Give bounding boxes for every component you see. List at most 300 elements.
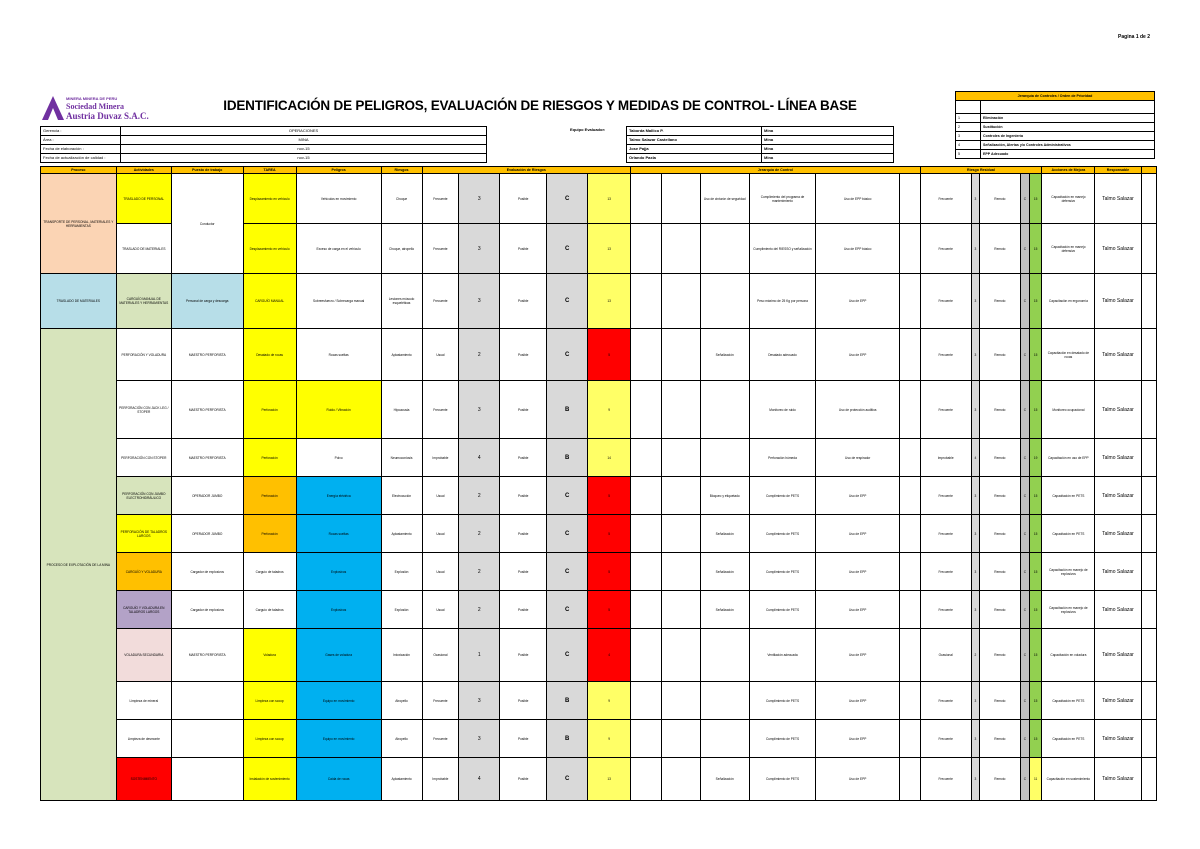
nivel-riesgo-cell: 5 xyxy=(588,477,631,515)
puesto-cell xyxy=(171,682,243,720)
tarea-cell: Carguío de taladros xyxy=(243,591,296,629)
accion-mejora-cell: Capacitación en desatado de rocas xyxy=(1042,329,1095,381)
residual-probabilidad-cell: Remoto xyxy=(979,477,1020,515)
residual-frecuencia-cell: Frecuente xyxy=(920,174,971,224)
riesgo-cell: Explosión xyxy=(381,553,422,591)
control-extra-cell xyxy=(900,274,920,329)
control-epp-cell: Uso de respirador xyxy=(816,439,900,477)
control-administrativo-cell: Cumplimiento de PETS xyxy=(749,758,815,801)
control-epp-cell: Uso de EPP xyxy=(816,515,900,553)
probabilidad-cell: Posible xyxy=(500,591,547,629)
residual-severidad-cell: 3 xyxy=(971,381,979,439)
riesgo-cell: Lesiones músculo esqueléticas xyxy=(381,274,422,329)
residual-grado-cell: C xyxy=(1020,682,1029,720)
table-row xyxy=(41,439,1157,477)
residual-probabilidad-cell: Remoto xyxy=(979,682,1020,720)
tarea-cell: Desplazamiento en vehículo xyxy=(243,224,296,274)
residual-severidad-cell: 3 xyxy=(971,224,979,274)
table-row xyxy=(41,720,1157,758)
control-administrativo-cell: Cumplimiento de PETS xyxy=(749,591,815,629)
severidad-cell: 3 xyxy=(459,682,500,720)
riesgo-cell: Choque xyxy=(381,174,422,224)
probabilidad-cell: Posible xyxy=(500,274,547,329)
probabilidad-cell: Posible xyxy=(500,553,547,591)
control-eliminacion-cell xyxy=(631,439,662,477)
residual-probabilidad-cell: Remoto xyxy=(979,720,1020,758)
extra-cell xyxy=(1141,329,1157,381)
residual-nivel-cell: 15 xyxy=(1030,720,1042,758)
control-extra-cell xyxy=(900,174,920,224)
mountain-logo-icon xyxy=(40,94,66,122)
puesto-cell xyxy=(171,758,243,801)
severidad-cell: 2 xyxy=(459,553,500,591)
severidad-cell: 2 xyxy=(459,591,500,629)
control-extra-cell xyxy=(900,720,920,758)
tarea-cell: Perforación xyxy=(243,515,296,553)
residual-frecuencia-cell: Frecuente xyxy=(920,720,971,758)
frecuencia-cell: Improbable xyxy=(422,439,459,477)
control-sustitucion-cell xyxy=(661,720,700,758)
riesgo-cell: Atropello xyxy=(381,720,422,758)
residual-probabilidad-cell: Remoto xyxy=(979,515,1020,553)
probabilidad-cell: Posible xyxy=(500,758,547,801)
control-administrativo-cell: Cumplimiento de PETS xyxy=(749,553,815,591)
frecuencia-cell: Frecuente xyxy=(422,381,459,439)
control-sustitucion-cell xyxy=(661,477,700,515)
probabilidad-cell: Posible xyxy=(500,720,547,758)
grado-cell: C xyxy=(547,553,588,591)
residual-severidad-cell: 3 xyxy=(971,274,979,329)
responsable-cell: Talmo Salazar xyxy=(1095,720,1141,758)
extra-cell xyxy=(1141,224,1157,274)
residual-severidad-cell: 3 xyxy=(971,553,979,591)
residual-grado-cell: C xyxy=(1020,758,1029,801)
grado-cell: C xyxy=(547,591,588,629)
responsable-cell: Talmo Salazar xyxy=(1095,274,1141,329)
control-extra-cell xyxy=(900,629,920,682)
control-extra-cell xyxy=(900,381,920,439)
severidad-cell: 2 xyxy=(459,477,500,515)
residual-grado-cell: C xyxy=(1020,439,1029,477)
puesto-cell: Personal de carga y descarga xyxy=(171,274,243,329)
accion-mejora-cell: Capacitación en manejo de explosivos xyxy=(1042,591,1095,629)
nivel-riesgo-cell: 13 xyxy=(588,224,631,274)
control-ingenieria-cell: Señalización xyxy=(700,515,749,553)
residual-nivel-cell: 15 xyxy=(1030,224,1042,274)
probabilidad-cell: Posible xyxy=(500,477,547,515)
puesto-cell: Cargador de explosivos xyxy=(171,553,243,591)
nivel-riesgo-cell: 14 xyxy=(588,439,631,477)
control-eliminacion-cell xyxy=(631,629,662,682)
control-ingenieria-cell xyxy=(700,224,749,274)
control-administrativo-cell: Perforación húmeda xyxy=(749,439,815,477)
riesgo-cell: Hipoacusia xyxy=(381,381,422,439)
control-eliminacion-cell xyxy=(631,477,662,515)
peligro-cell: Sobreesfuerzo / Sobrecarga manual xyxy=(296,274,381,329)
grado-cell: C xyxy=(547,629,588,682)
control-epp-cell: Uso de EPP xyxy=(816,329,900,381)
peligro-cell: Rocas sueltas xyxy=(296,329,381,381)
extra-cell xyxy=(1141,682,1157,720)
residual-frecuencia-cell: Frecuente xyxy=(920,329,971,381)
control-sustitucion-cell xyxy=(661,553,700,591)
table-row xyxy=(41,329,1157,381)
control-extra-cell xyxy=(900,329,920,381)
table-row xyxy=(41,174,1157,224)
accion-mejora-cell: Capacitación en manejo defensivo xyxy=(1042,224,1095,274)
tarea-cell: Limpieza con scoop xyxy=(243,682,296,720)
residual-grado-cell: C xyxy=(1020,174,1029,224)
peligro-cell: Explosivos xyxy=(296,553,381,591)
probabilidad-cell: Posible xyxy=(500,629,547,682)
residual-nivel-cell: 15 xyxy=(1030,381,1042,439)
residual-severidad-cell: 4 xyxy=(971,439,979,477)
control-eliminacion-cell xyxy=(631,224,662,274)
actividad-cell: PERFORACIÓN CON JACK LEG / STOPER xyxy=(116,381,171,439)
residual-frecuencia-cell: Frecuente xyxy=(920,477,971,515)
residual-probabilidad-cell: Remoto xyxy=(979,329,1020,381)
puesto-cell xyxy=(171,720,243,758)
puesto-cell: MAESTRO PERFORISTA xyxy=(171,329,243,381)
actividad-cell: VOLADURA SECUNDARIA xyxy=(116,629,171,682)
control-epp-cell: Uso de EPP xyxy=(816,758,900,801)
actividad-cell: TRASLADO DE PERSONAL xyxy=(116,174,171,224)
residual-grado-cell: C xyxy=(1020,477,1029,515)
residual-severidad-cell: 3 xyxy=(971,758,979,801)
peligro-cell: Gases de voladura xyxy=(296,629,381,682)
severidad-cell: 3 xyxy=(459,720,500,758)
nivel-riesgo-cell: 4 xyxy=(588,629,631,682)
control-extra-cell xyxy=(900,553,920,591)
table-row xyxy=(41,682,1157,720)
tarea-cell: Perforación xyxy=(243,381,296,439)
frecuencia-cell: Frecuente xyxy=(422,682,459,720)
control-epp-cell: Uso de EPP xyxy=(816,591,900,629)
residual-grado-cell: C xyxy=(1020,329,1029,381)
tarea-cell: Desatado de rocas xyxy=(243,329,296,381)
residual-grado-cell: C xyxy=(1020,720,1029,758)
probabilidad-cell: Posible xyxy=(500,682,547,720)
extra-cell xyxy=(1141,591,1157,629)
frecuencia-cell: Frecuente xyxy=(422,274,459,329)
control-epp-cell: Uso de EPP xyxy=(816,629,900,682)
accion-mejora-cell: Capacitación en voladura xyxy=(1042,629,1095,682)
residual-probabilidad-cell: Remoto xyxy=(979,381,1020,439)
control-eliminacion-cell xyxy=(631,720,662,758)
control-extra-cell xyxy=(900,591,920,629)
residual-frecuencia-cell: Frecuente xyxy=(920,758,971,801)
frecuencia-cell: Usual xyxy=(422,329,459,381)
puesto-cell: MAESTRO PERFORISTA xyxy=(171,381,243,439)
control-sustitucion-cell xyxy=(661,174,700,224)
residual-frecuencia-cell: Frecuente xyxy=(920,274,971,329)
residual-probabilidad-cell: Remoto xyxy=(979,224,1020,274)
riesgo-cell: Aplastamiento xyxy=(381,515,422,553)
control-eliminacion-cell xyxy=(631,329,662,381)
company-logo: MINERA MINERA DE PERU Sociedad Minera Austria Duvaz S.A.C. xyxy=(40,94,160,124)
grado-cell: C xyxy=(547,515,588,553)
table-row xyxy=(41,381,1157,439)
responsable-cell: Talmo Salazar xyxy=(1095,477,1141,515)
grado-cell: C xyxy=(547,329,588,381)
puesto-cell: OPERADOR JUMBO xyxy=(171,477,243,515)
frecuencia-cell: Usual xyxy=(422,477,459,515)
residual-nivel-cell: 15 xyxy=(1030,329,1042,381)
residual-frecuencia-cell: Improbable xyxy=(920,439,971,477)
actividad-cell: TRASLADO DE MATERIALES xyxy=(116,224,171,274)
control-administrativo-cell: Cumplimiento del programa de mantenimiento xyxy=(749,174,815,224)
control-hierarchy-legend: Jerarquía de Controles / Orden de Prioridad 1 Eliminación 2 Sustitución 3 Controles de Ingeniería 4 Señalización, Alertas y/o Controles Administrativos 5 EPP Adecuado xyxy=(955,91,1155,159)
tarea-cell: Instalación de sostenimiento xyxy=(243,758,296,801)
probabilidad-cell: Posible xyxy=(500,224,547,274)
control-sustitucion-cell xyxy=(661,515,700,553)
accion-mejora-cell: Capacitación en PETS xyxy=(1042,720,1095,758)
extra-cell xyxy=(1141,381,1157,439)
control-epp-cell: Uso de EPP xyxy=(816,720,900,758)
table-row xyxy=(41,553,1157,591)
control-sustitucion-cell xyxy=(661,274,700,329)
control-extra-cell xyxy=(900,515,920,553)
responsable-cell: Talmo Salazar xyxy=(1095,682,1141,720)
probabilidad-cell: Posible xyxy=(500,515,547,553)
control-sustitucion-cell xyxy=(661,758,700,801)
tarea-cell: Perforación xyxy=(243,439,296,477)
control-ingenieria-cell: Señalización xyxy=(700,758,749,801)
document-info-table: Gerencia : OPERACIONES Área : MINA Fecha de elaboración : nov-15 Fecha de actualización de calidad : nov-15 xyxy=(40,126,487,163)
accion-mejora-cell: Capacitación en manejo de explosivos xyxy=(1042,553,1095,591)
residual-frecuencia-cell: Frecuente xyxy=(920,224,971,274)
tarea-cell: Carguío de taladros xyxy=(243,553,296,591)
residual-nivel-cell: 15 xyxy=(1030,553,1042,591)
residual-severidad-cell: 3 xyxy=(971,329,979,381)
residual-nivel-cell: 15 xyxy=(1030,682,1042,720)
nivel-riesgo-cell: 9 xyxy=(588,682,631,720)
control-administrativo-cell: Peso máximo de 25 Kg por persona xyxy=(749,274,815,329)
accion-mejora-cell: Monitoreo ocupacional xyxy=(1042,381,1095,439)
residual-frecuencia-cell: Frecuente xyxy=(920,553,971,591)
frecuencia-cell: Usual xyxy=(422,553,459,591)
probabilidad-cell: Posible xyxy=(500,329,547,381)
residual-frecuencia-cell: Frecuente xyxy=(920,381,971,439)
control-ingenieria-cell: Señalización xyxy=(700,553,749,591)
residual-probabilidad-cell: Remoto xyxy=(979,274,1020,329)
table-header-row: Proceso Actividades Puesto de trabajo TAREA Peligros Riesgos Evaluación de Riesgos Jerarquía de Control Riesgo Residual Acciones de Mejora Responsable xyxy=(41,167,1157,174)
peligro-cell: Ruido / Vibración xyxy=(296,381,381,439)
control-epp-cell: Uso de EPP básico xyxy=(816,174,900,224)
control-administrativo-cell: Monitoreo de ruido xyxy=(749,381,815,439)
residual-nivel-cell: 15 xyxy=(1030,174,1042,224)
control-ingenieria-cell xyxy=(700,274,749,329)
control-epp-cell: Uso de protección auditiva xyxy=(816,381,900,439)
control-ingenieria-cell: Bloqueo y etiquetado xyxy=(700,477,749,515)
accion-mejora-cell: Capacitación en PETS xyxy=(1042,515,1095,553)
responsable-cell: Talmo Salazar xyxy=(1095,224,1141,274)
residual-nivel-cell: 15 xyxy=(1030,591,1042,629)
control-sustitucion-cell xyxy=(661,591,700,629)
residual-probabilidad-cell: Remoto xyxy=(979,591,1020,629)
riesgo-cell: Electrocución xyxy=(381,477,422,515)
accion-mejora-cell: Capacitación en sostenimiento xyxy=(1042,758,1095,801)
severidad-cell: 3 xyxy=(459,174,500,224)
nivel-riesgo-cell: 13 xyxy=(588,758,631,801)
residual-probabilidad-cell: Remoto xyxy=(979,553,1020,591)
probabilidad-cell: Posible xyxy=(500,381,547,439)
severidad-cell: 2 xyxy=(459,515,500,553)
actividad-cell: Limpieza de desmonte xyxy=(116,720,171,758)
control-eliminacion-cell xyxy=(631,591,662,629)
riesgo-cell: Choque, atropello xyxy=(381,224,422,274)
actividad-cell: CARGUÍO MANUAL DE MATERIALES Y HERRAMIENTAS xyxy=(116,274,171,329)
control-extra-cell xyxy=(900,477,920,515)
control-administrativo-cell: Cumplimiento de PETS xyxy=(749,477,815,515)
tarea-cell: Voladura xyxy=(243,629,296,682)
actividad-cell: SOSTENIMIENTO xyxy=(116,758,171,801)
residual-frecuencia-cell: Frecuente xyxy=(920,515,971,553)
frecuencia-cell: Frecuente xyxy=(422,720,459,758)
tarea-cell: Limpieza con scoop xyxy=(243,720,296,758)
nivel-riesgo-cell: 5 xyxy=(588,329,631,381)
peligro-cell: Equipo en movimiento xyxy=(296,682,381,720)
severidad-cell: 3 xyxy=(459,224,500,274)
control-ingenieria-cell: Uso de cinturón de seguridad xyxy=(700,174,749,224)
control-sustitucion-cell xyxy=(661,381,700,439)
control-ingenieria-cell xyxy=(700,381,749,439)
table-row xyxy=(41,629,1157,682)
riesgo-cell: Intoxicación xyxy=(381,629,422,682)
peligro-cell: Equipo en movimiento xyxy=(296,720,381,758)
frecuencia-cell: Ocasional xyxy=(422,629,459,682)
proceso-cell: TRASLADO DE MATERIALES xyxy=(41,274,117,329)
control-eliminacion-cell xyxy=(631,758,662,801)
grado-cell: B xyxy=(547,439,588,477)
frecuencia-cell: Improbable xyxy=(422,758,459,801)
tarea-cell: Desplazamiento en vehículo xyxy=(243,174,296,224)
residual-severidad-cell: 3 xyxy=(971,720,979,758)
frecuencia-cell: Frecuente xyxy=(422,174,459,224)
responsable-cell: Talmo Salazar xyxy=(1095,758,1141,801)
severidad-cell: 1 xyxy=(459,629,500,682)
residual-nivel-cell: 11 xyxy=(1030,758,1042,801)
accion-mejora-cell: Capacitación en uso de EPP xyxy=(1042,439,1095,477)
control-sustitucion-cell xyxy=(661,682,700,720)
nivel-riesgo-cell: 9 xyxy=(588,381,631,439)
control-administrativo-cell: Ventilación adecuada xyxy=(749,629,815,682)
control-ingenieria-cell xyxy=(700,439,749,477)
peligro-cell: Energía eléctrica xyxy=(296,477,381,515)
residual-probabilidad-cell: Remoto xyxy=(979,758,1020,801)
residual-severidad-cell: 3 xyxy=(971,174,979,224)
table-row xyxy=(41,274,1157,329)
extra-cell xyxy=(1141,477,1157,515)
nivel-riesgo-cell: 5 xyxy=(588,515,631,553)
puesto-cell: OPERADOR JUMBO xyxy=(171,515,243,553)
residual-severidad-cell: 3 xyxy=(971,477,979,515)
table-row xyxy=(41,591,1157,629)
table-row xyxy=(41,515,1157,553)
peligro-cell: Rocas sueltas xyxy=(296,515,381,553)
probabilidad-cell: Posible xyxy=(500,439,547,477)
responsable-cell: Talmo Salazar xyxy=(1095,591,1141,629)
puesto-cell: MAESTRO PERFORISTA xyxy=(171,439,243,477)
peligro-cell: Polvo xyxy=(296,439,381,477)
extra-cell xyxy=(1141,553,1157,591)
peligro-cell: Exceso de carga en el vehículo xyxy=(296,224,381,274)
control-extra-cell xyxy=(900,439,920,477)
control-eliminacion-cell xyxy=(631,274,662,329)
riesgo-cell: Explosión xyxy=(381,591,422,629)
residual-frecuencia-cell: Frecuente xyxy=(920,682,971,720)
control-sustitucion-cell xyxy=(661,629,700,682)
residual-severidad-cell: 2 xyxy=(971,629,979,682)
control-eliminacion-cell xyxy=(631,381,662,439)
control-epp-cell: Uso de EPP xyxy=(816,553,900,591)
grado-cell: C xyxy=(547,174,588,224)
accion-mejora-cell: Capacitación en PETS xyxy=(1042,682,1095,720)
extra-cell xyxy=(1141,720,1157,758)
control-sustitucion-cell xyxy=(661,329,700,381)
probabilidad-cell: Posible xyxy=(500,174,547,224)
residual-probabilidad-cell: Remoto xyxy=(979,439,1020,477)
actividad-cell: PERFORACIÓN CON STOPER xyxy=(116,439,171,477)
puesto-cell: MAESTRO PERFORISTA xyxy=(171,629,243,682)
responsable-cell: Talmo Salazar xyxy=(1095,553,1141,591)
riesgo-cell: Aplastamiento xyxy=(381,758,422,801)
control-ingenieria-cell: Señalización xyxy=(700,591,749,629)
riesgo-cell: Neumoconiosis xyxy=(381,439,422,477)
grado-cell: C xyxy=(547,477,588,515)
page-number: Pagina 1 de 2 xyxy=(1118,34,1150,40)
proceso-cell: TRANSPORTE DE PERSONAL, MATERIALES Y HERRAMIENTAS xyxy=(41,174,117,274)
equipo-table: Taborda Mallico P. Mina Talmo Salazar Castellano Mina Jose Pajja Mina Orlando Paxla Mina xyxy=(626,126,894,163)
responsable-cell: Talmo Salazar xyxy=(1095,515,1141,553)
document-title: IDENTIFICACIÓN DE PELIGROS, EVALUACIÓN DE RIESGOS Y MEDIDAS DE CONTROL- LÍNEA BASE xyxy=(223,98,857,113)
actividad-cell: CARGUÍO Y VOLADURA xyxy=(116,553,171,591)
equipo-label: Equipo Evaluador: xyxy=(570,127,606,132)
actividad-cell: PERFORACIÓN DE TALADROS LARGOS xyxy=(116,515,171,553)
proceso-cell: PROCESO DE EXPLOTACIÓN DE LA MINA xyxy=(41,329,117,801)
riesgo-cell: Atropello xyxy=(381,682,422,720)
control-administrativo-cell: Cumplimiento de PETS xyxy=(749,682,815,720)
tarea-cell: Perforación xyxy=(243,477,296,515)
nivel-riesgo-cell: 13 xyxy=(588,274,631,329)
residual-severidad-cell: 3 xyxy=(971,591,979,629)
severidad-cell: 2 xyxy=(459,329,500,381)
control-extra-cell xyxy=(900,224,920,274)
responsable-cell: Talmo Salazar xyxy=(1095,629,1141,682)
control-eliminacion-cell xyxy=(631,174,662,224)
residual-nivel-cell: 19 xyxy=(1030,439,1042,477)
control-sustitucion-cell xyxy=(661,224,700,274)
residual-grado-cell: C xyxy=(1020,515,1029,553)
residual-frecuencia-cell: Frecuente xyxy=(920,591,971,629)
grado-cell: B xyxy=(547,381,588,439)
tarea-cell: CARGUÍO MANUAL xyxy=(243,274,296,329)
severidad-cell: 4 xyxy=(459,758,500,801)
extra-cell xyxy=(1141,274,1157,329)
actividad-cell: PERFORACIÓN CON JUMBO ELECTROHIDRÁULICO xyxy=(116,477,171,515)
grado-cell: C xyxy=(547,758,588,801)
frecuencia-cell: Usual xyxy=(422,591,459,629)
severidad-cell: 3 xyxy=(459,274,500,329)
control-eliminacion-cell xyxy=(631,515,662,553)
control-administrativo-cell: Desatado adecuado xyxy=(749,329,815,381)
grado-cell: B xyxy=(547,682,588,720)
control-epp-cell: Uso de EPP xyxy=(816,682,900,720)
accion-mejora-cell: Capacitación en PETS xyxy=(1042,477,1095,515)
residual-severidad-cell: 3 xyxy=(971,515,979,553)
actividad-cell: CARGUÍO Y VOLADURA EN TALADROS LARGOS xyxy=(116,591,171,629)
residual-nivel-cell: 15 xyxy=(1030,629,1042,682)
